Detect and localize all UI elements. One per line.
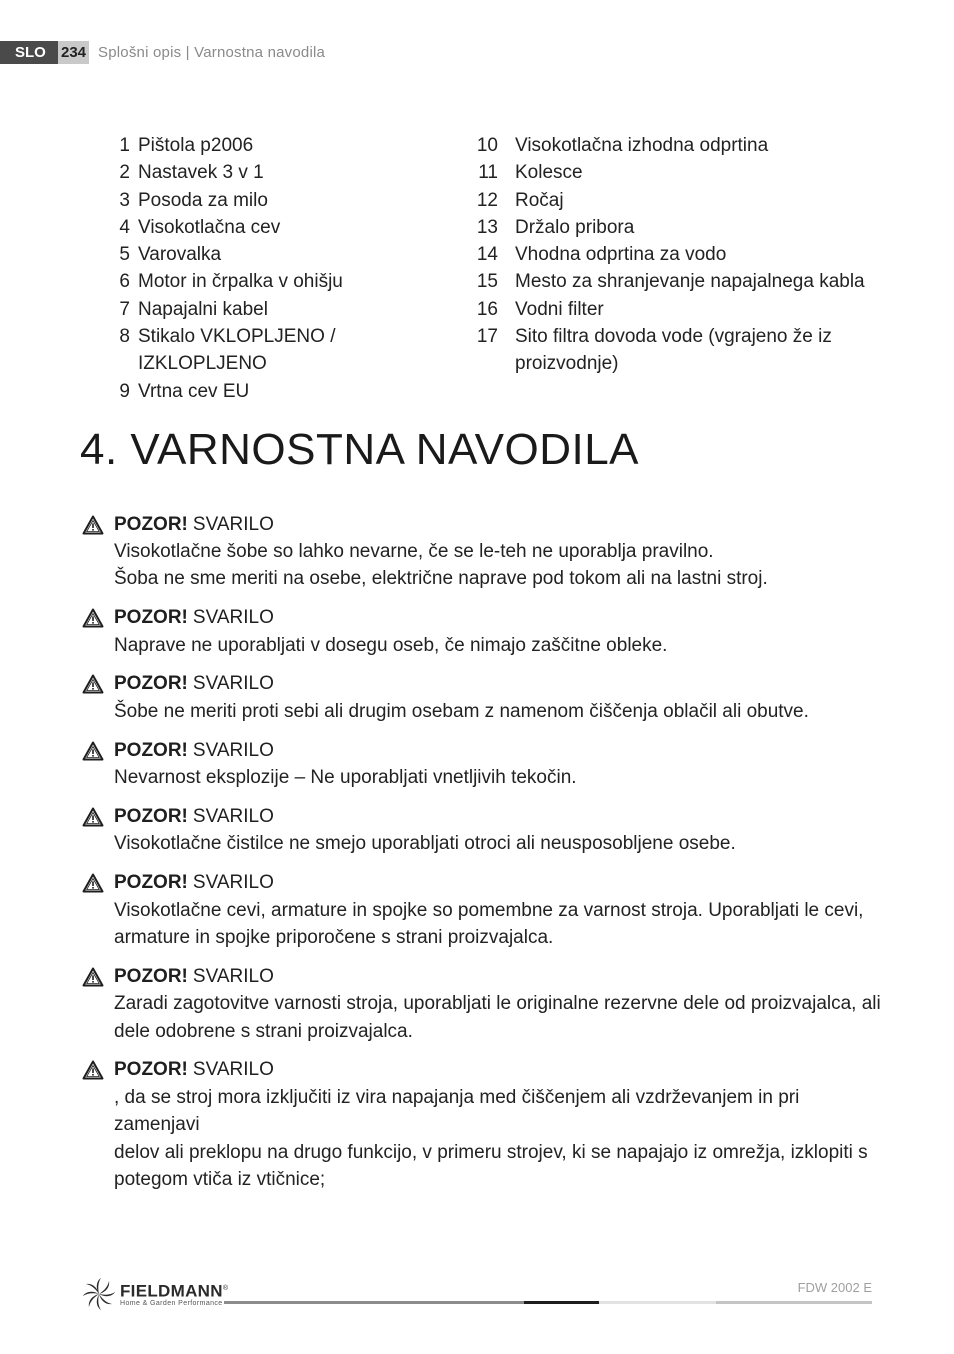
warning-triangle-icon bbox=[82, 515, 104, 535]
warning-header bbox=[82, 511, 882, 538]
warning-line: Visokotlačne šobe so lahko nevarne, če se le-teh ne uporablja pravilno. bbox=[114, 541, 714, 562]
part-label: Nastavek 3 v 1 bbox=[138, 162, 264, 184]
fieldmann-swirl-logo-icon bbox=[82, 1277, 116, 1311]
warning-line: Naprave ne uporabljati v dosegu oseb, če nimajo zaščitne obleke. bbox=[114, 634, 668, 656]
warning-block bbox=[82, 803, 882, 857]
part-label: Držalo pribora bbox=[515, 216, 635, 238]
warning-header bbox=[82, 803, 882, 830]
warning-text bbox=[114, 830, 882, 857]
warning-text bbox=[114, 897, 882, 952]
part-number: 16 bbox=[476, 298, 498, 320]
part-label: Visokotlačna cev bbox=[138, 216, 281, 238]
warning-block bbox=[82, 511, 882, 593]
warning-text bbox=[114, 1084, 882, 1193]
warning-label: POZOR! bbox=[114, 872, 188, 894]
warning-header bbox=[82, 671, 882, 698]
breadcrumb: Splošni opis | Varnostna navodila bbox=[98, 44, 326, 61]
parts-list-right bbox=[470, 132, 890, 378]
warning-triangle-icon bbox=[82, 807, 104, 827]
warning-triangle-icon bbox=[82, 674, 104, 694]
part-number: 1 bbox=[119, 135, 130, 156]
warning-kind: SVARILO bbox=[192, 1059, 274, 1081]
part-label: Vrtna cev EU bbox=[138, 380, 250, 402]
warning-kind: SVARILO bbox=[192, 607, 274, 629]
warning-label: POZOR! bbox=[114, 965, 188, 987]
warning-block bbox=[82, 870, 882, 952]
warning-text bbox=[114, 698, 882, 725]
warning-triangle-icon bbox=[82, 873, 104, 893]
warning-block bbox=[82, 1057, 882, 1193]
part-label: Sito filtra dovoda vode (vgrajeno že iz proizvodnje) bbox=[515, 326, 832, 375]
warning-header bbox=[82, 963, 882, 990]
warnings-list bbox=[82, 511, 882, 1205]
part-number: 13 bbox=[476, 216, 498, 238]
part-number: 4 bbox=[119, 216, 130, 238]
warning-label: POZOR! bbox=[114, 805, 188, 827]
warning-triangle-icon bbox=[82, 967, 104, 987]
part-label: Napajalni kabel bbox=[138, 298, 268, 320]
warning-triangle-icon bbox=[82, 608, 104, 628]
brand-name: FIELDMANN® bbox=[120, 1281, 229, 1301]
warning-line: Zaradi zagotovitve varnosti stroja, uporabljati le originalne rezervne dele od proizvajalca, ali bbox=[114, 993, 881, 1015]
parts-list-item bbox=[100, 132, 460, 159]
part-label: Ročaj bbox=[515, 189, 564, 211]
part-number: 6 bbox=[119, 271, 130, 293]
parts-list-item bbox=[470, 187, 890, 214]
warning-line: armature in spojke priporočene s strani proizvajalca. bbox=[114, 927, 554, 949]
language-tab: SLO bbox=[0, 41, 58, 64]
warning-block bbox=[82, 963, 882, 1045]
footer-rule-mid bbox=[716, 1301, 872, 1304]
warning-text bbox=[114, 990, 882, 1045]
warning-line: delov ali preklopu na drugo funkcijo, v primeru strojev, ki se napajajo iz omrežja, izklopiti s bbox=[114, 1141, 868, 1163]
parts-list-item bbox=[100, 159, 460, 186]
part-number: 9 bbox=[119, 380, 130, 402]
part-number: 7 bbox=[119, 298, 130, 320]
warning-triangle-icon bbox=[82, 741, 104, 761]
warning-label: POZOR! bbox=[114, 607, 188, 629]
part-number: 8 bbox=[119, 326, 130, 348]
warning-block bbox=[82, 671, 882, 725]
warning-header bbox=[82, 605, 882, 632]
parts-list-item bbox=[100, 378, 460, 405]
brand-tagline: Home & Garden Performance bbox=[120, 1300, 223, 1308]
warning-line: Visokotlačne čistilce ne smejo uporabljati otroci ali neusposobljene osebe. bbox=[114, 833, 736, 855]
warning-kind: SVARILO bbox=[192, 739, 274, 761]
warning-header bbox=[82, 737, 882, 764]
warning-kind: SVARILO bbox=[192, 513, 274, 535]
part-label: Stikalo VKLOPLJENO / IZKLOPLJENO bbox=[138, 326, 336, 375]
parts-list-item bbox=[470, 159, 890, 186]
part-number: 14 bbox=[476, 244, 498, 266]
part-number: 2 bbox=[119, 162, 130, 184]
warning-line: Visokotlačne cevi, armature in spojke so pomembne za varnost stroja. Uporabljati le cevi, bbox=[114, 899, 864, 921]
parts-list-item bbox=[470, 323, 890, 378]
warning-header bbox=[82, 1057, 882, 1084]
footer-rule-gray bbox=[224, 1301, 524, 1304]
warning-text bbox=[114, 632, 882, 659]
parts-list-item bbox=[100, 187, 460, 214]
model-number: FDW 2002 E bbox=[797, 1280, 872, 1295]
brand-logo bbox=[82, 1277, 228, 1311]
part-number: 10 bbox=[476, 135, 498, 156]
page-number: 234 bbox=[58, 41, 89, 64]
parts-list-item bbox=[100, 214, 460, 241]
part-label: Varovalka bbox=[138, 244, 222, 266]
warning-kind: SVARILO bbox=[192, 872, 274, 894]
parts-list-item bbox=[470, 296, 890, 323]
warning-text bbox=[114, 538, 882, 593]
part-label: Posoda za milo bbox=[138, 189, 268, 211]
warning-kind: SVARILO bbox=[192, 965, 274, 987]
footer-rule-light bbox=[599, 1301, 716, 1304]
part-number: 3 bbox=[119, 189, 130, 211]
warning-label: POZOR! bbox=[114, 739, 188, 761]
parts-list-item bbox=[100, 268, 460, 295]
parts-list-item bbox=[470, 241, 890, 268]
section-heading: 4. VARNOSTNA NAVODILA bbox=[80, 425, 640, 474]
part-label: Motor in črpalka v ohišju bbox=[138, 271, 343, 293]
parts-list-item bbox=[100, 241, 460, 268]
warning-text bbox=[114, 764, 882, 791]
part-label: Visokotlačna izhodna odprtina bbox=[515, 135, 769, 156]
warning-line: Nevarnost eksplozije – Ne uporabljati vnetljivih tekočin. bbox=[114, 767, 577, 789]
warning-kind: SVARILO bbox=[192, 805, 274, 827]
footer-rule-dark bbox=[524, 1301, 599, 1304]
part-number: 17 bbox=[476, 326, 498, 348]
part-label: Kolesce bbox=[515, 162, 583, 184]
parts-list-item bbox=[470, 268, 890, 295]
part-label: Pištola p2006 bbox=[138, 135, 254, 156]
part-label: Vodni filter bbox=[515, 298, 604, 320]
warning-block bbox=[82, 605, 882, 659]
parts-list-item bbox=[100, 296, 460, 323]
warning-label: POZOR! bbox=[114, 673, 188, 695]
parts-list-item bbox=[470, 214, 890, 241]
warning-line: , da se stroj mora izključiti iz vira napajanja med čiščenjem ali vzdrževanjem in pri zamenjavi bbox=[114, 1086, 800, 1136]
part-number: 12 bbox=[476, 189, 498, 211]
warning-line: Šoba ne sme meriti na osebe, električne naprave pod tokom ali na lastni stroj. bbox=[114, 568, 768, 590]
warning-line: potegom vtiča iz vtičnice; bbox=[114, 1168, 326, 1190]
warning-label: POZOR! bbox=[114, 1059, 188, 1081]
warning-block bbox=[82, 737, 882, 791]
part-label: Vhodna odprtina za vodo bbox=[515, 244, 727, 266]
page-header bbox=[0, 41, 325, 64]
warning-line: Šobe ne meriti proti sebi ali drugim osebam z namenom čiščenja oblačil ali obutve. bbox=[114, 700, 809, 722]
warning-kind: SVARILO bbox=[192, 673, 274, 695]
part-number: 5 bbox=[119, 244, 130, 266]
part-number: 15 bbox=[476, 271, 498, 293]
warning-label: POZOR! bbox=[114, 513, 188, 535]
parts-list-item bbox=[100, 323, 460, 378]
parts-list-item bbox=[470, 132, 890, 159]
warning-header bbox=[82, 870, 882, 897]
parts-list-left bbox=[100, 132, 460, 405]
warning-triangle-icon bbox=[82, 1060, 104, 1080]
warning-line: dele odobrene s strani proizvajalca. bbox=[114, 1020, 413, 1042]
part-number: 11 bbox=[478, 162, 498, 184]
part-label: Mesto za shranjevanje napajalnega kabla bbox=[515, 271, 865, 293]
